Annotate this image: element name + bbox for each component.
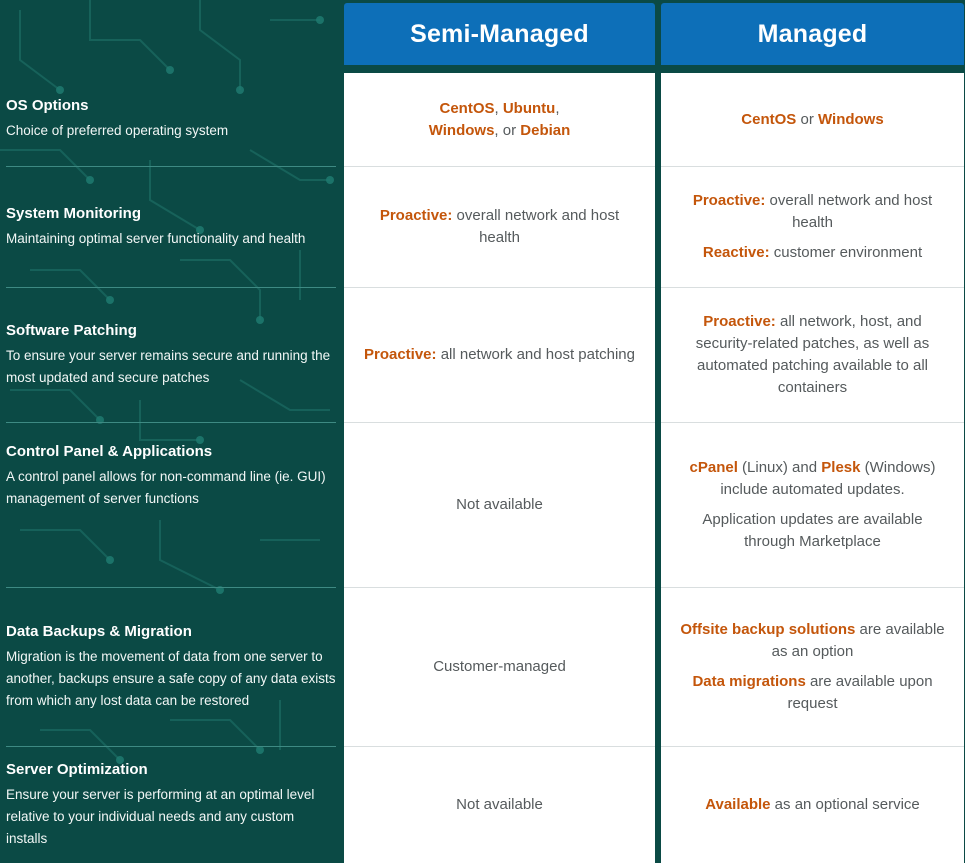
column-header-semi-managed: Semi-Managed <box>344 3 655 65</box>
cell-system-monitoring-semi: Proactive: overall network and host health <box>344 167 655 287</box>
os-centos: CentOS <box>741 110 797 128</box>
cell-separator <box>344 166 655 167</box>
cell-data-backups-managed: Offsite backup solutions are available as an option Data migrations are available upon request <box>661 588 964 746</box>
row-label-server-optimization <box>6 747 336 863</box>
cell-os-options-semi: CentOS, Ubuntu, Windows, or Debian <box>344 73 655 166</box>
row-title: Software Patching <box>6 321 137 339</box>
os-debian: Debian <box>520 121 571 139</box>
cell-separator <box>661 422 964 423</box>
row-label-software-patching <box>6 288 336 422</box>
cell-software-patching-managed: Proactive: all network, host, and security-related patches, as well as automated patching available to all containers <box>661 288 964 422</box>
os-ubuntu: Ubuntu <box>502 99 556 117</box>
cell-control-panel-managed: cPanel (Linux) and Plesk (Windows) include automated updates. Application updates are available through Marketplace <box>661 423 964 587</box>
column-header-managed: Managed <box>661 3 964 65</box>
cell-system-monitoring-managed: Proactive: overall network and host health Reactive: customer environment <box>661 167 964 287</box>
row-description: Migration is the movement of data from one server to another, backups ensure a safe copy of any data exists from which any lost data can be restored <box>6 648 336 708</box>
os-windows: Windows <box>428 121 495 139</box>
row-title: System Monitoring <box>6 204 142 222</box>
row-label-data-backups <box>6 588 336 746</box>
cell-separator <box>344 287 655 288</box>
os-centos: CentOS <box>439 99 495 117</box>
cell-separator <box>344 422 655 423</box>
cell-separator <box>661 587 964 588</box>
row-title: Control Panel & Applications <box>6 443 213 460</box>
not-available-text: Not available <box>456 496 543 513</box>
row-description: Choice of preferred operating system <box>6 123 229 138</box>
os-windows: Windows <box>818 110 884 128</box>
cell-server-optimization-managed: Available as an optional service <box>661 747 964 863</box>
cell-software-patching-semi: Proactive: all network and host patching <box>344 288 655 422</box>
cell-data-backups-semi: Customer-managed <box>344 588 655 746</box>
cell-separator <box>661 166 964 167</box>
row-description: A control panel allows for non-command line (ie. GUI) management of server functions <box>6 469 326 506</box>
cell-separator <box>661 287 964 288</box>
row-label-os-options <box>6 73 336 166</box>
row-label-control-panel <box>6 423 336 587</box>
row-description: To ensure your server remains secure and running the most updated and secure patches <box>6 347 331 385</box>
row-title: Data Backups & Migration <box>6 622 192 640</box>
row-description: Ensure your server is performing at an optimal level relative to your individual needs and any custom installs <box>6 786 315 846</box>
cell-control-panel-semi <box>344 423 655 587</box>
row-label-system-monitoring <box>6 167 336 287</box>
row-title: Server Optimization <box>6 760 148 778</box>
cell-server-optimization-semi: Not available <box>344 747 655 863</box>
row-title: OS Options <box>6 97 89 114</box>
row-description: Maintaining optimal server functionality and health <box>6 230 306 246</box>
cell-os-options-managed: CentOS or Windows <box>661 73 964 166</box>
cell-separator <box>661 746 964 747</box>
cell-separator <box>344 587 655 588</box>
cell-separator <box>344 746 655 747</box>
